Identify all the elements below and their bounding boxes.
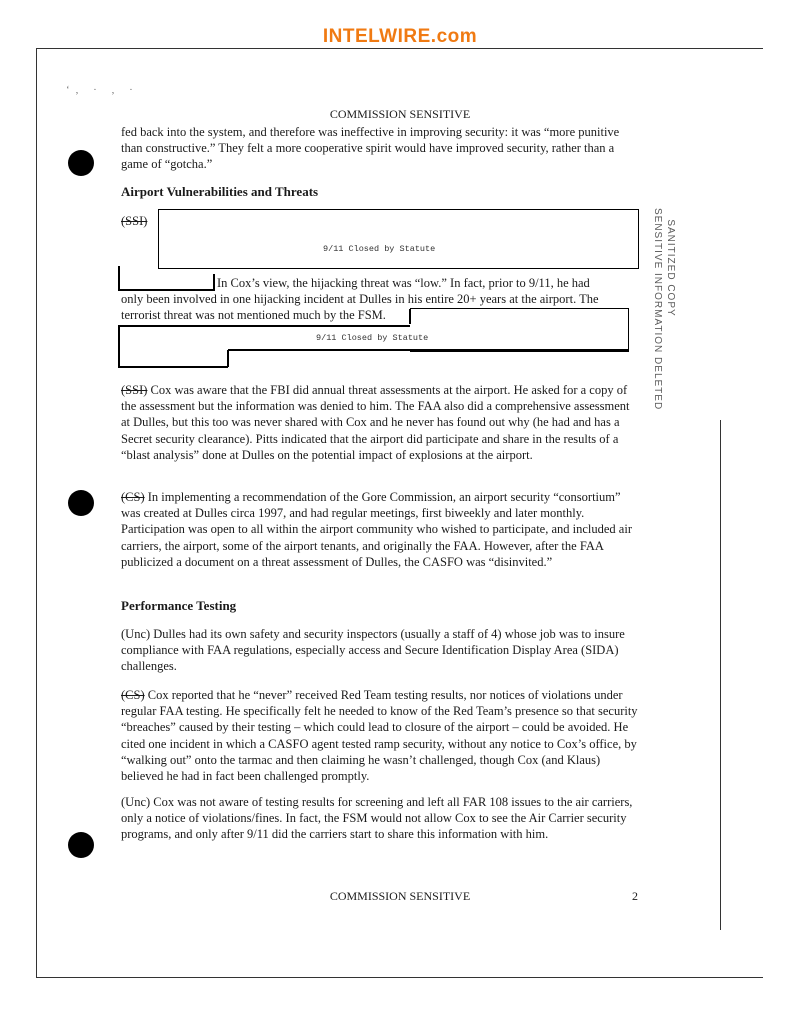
redaction-2-mid-edge: [228, 349, 628, 351]
redaction-2-bottom-edge: [118, 366, 228, 368]
stamp-line-1: SANITIZED COPY: [665, 219, 676, 317]
heading-airport-vulnerabilities: Airport Vulnerabilities and Threats: [121, 184, 319, 199]
right-margin-rule: [720, 420, 721, 930]
red-team-text: Cox reported that he “never” received Red Team testing results, nor notices of violations under regular FAA testing. He specifically felt he needed to know of the Red Team’s presence so that security “breaches” caused by their testing – which could lead to closure of the airport – could be avoided. He cited one incident in which a CASFO agent tested ramp security, without any notice to Cox’s office, by “walking out” onto the tarmac and then claiming he wasn’t challenged, though Cox (and Klaus) believed he had in fact been challenged promptly.: [121, 688, 638, 784]
scan-specks: ‘, · , ·: [66, 84, 139, 96]
redaction-2-top-edge: [118, 325, 410, 327]
redaction-2-left-edge: [118, 325, 120, 367]
punch-hole-middle: [68, 490, 94, 516]
page-footer: COMMISSION SENSITIVE: [329, 889, 471, 903]
far108-text: (Unc) Cox was not aware of testing results for screening and left all FAR 108 issues to the air carriers, only a notice of violations/fines. In fact, the FSM would not allow Cox to see the Air Carrier security programs, and only after 9/11 did the carriers start to share this information with him.: [121, 795, 633, 842]
redaction-box-1: [158, 209, 639, 269]
redaction-box-2: [410, 308, 629, 352]
red-team-marking: (CS): [121, 688, 145, 702]
heading-performance-testing: Performance Testing: [121, 598, 237, 613]
paragraph-fbi: [121, 382, 641, 463]
paragraph-hijack-line1: [217, 275, 647, 291]
sanitized-copy-stamp: [651, 208, 677, 411]
paragraph-gore-commission: [121, 489, 641, 570]
redaction-1-left-edge: [118, 266, 120, 290]
paragraph-intro-text: fed back into the system, and therefore was ineffective in improving security: it was “more punitive than constructive.” They felt a more cooperative spirit would have improved security, rather than a game of “gotcha.”: [121, 125, 620, 172]
page-number: 2: [632, 889, 638, 903]
intelwire-banner: INTELWIRE.com: [322, 26, 478, 47]
paragraph-far108: [121, 794, 641, 843]
paragraph-inspectors: [121, 626, 641, 675]
redaction-2-notch: [227, 350, 229, 367]
gore-text: In implementing a recommendation of the Gore Commission, an airport security “consortium” was created at Dulles circa 1997, and had regular meetings, first biweekly and later monthly. Participation was open to all within the airport community who wished to participate, and included air carriers, the airport, some of the airport tenants, and originally the FAA. However, after the FAA publicized a document on a threat assessment of Dulles, the CASFO was “disinvited.”: [121, 490, 632, 569]
punch-hole-top: [68, 150, 94, 176]
hijack-line-2: only been involved in one hijacking incident at Dulles in his entire 20+ years at the airport. The: [121, 292, 599, 306]
redaction-1-notch: [213, 274, 215, 291]
redaction-label-2: 9/11 Closed by Statute: [316, 333, 429, 343]
inspectors-text: (Unc) Dulles had its own safety and security inspectors (usually a staff of 4) whose job was to insure compliance with FAA regulations, especially access and Secure Identification Display Area (SIDA) challenges.: [121, 627, 625, 674]
fbi-text: Cox was aware that the FBI did annual threat assessments at the airport. He asked for a copy of the assessment but the information was denied to him. The FAA also did a comprehensive assessment at Dulles, but this too was never shared with Cox and he never has found out why (he had and has a Secret security clearance). Pitts indicated that the airport did participate and share in the results of a “blast analysis” done at Dulles on the potential impact of explosions at the airport.: [121, 383, 630, 462]
hijack-line-1: In Cox’s view, the hijacking threat was “low.” In fact, prior to 9/11, he had: [217, 276, 590, 290]
stamp-line-2: SENSITIVE INFORMATION DELETED: [652, 208, 663, 411]
hijack-line-3: terrorist threat was not mentioned much by the FSM.: [121, 308, 386, 323]
redaction-label-1: 9/11 Closed by Statute: [323, 244, 436, 254]
paragraph-red-team: [121, 687, 641, 784]
classification-marking: (SSI): [121, 214, 148, 228]
redaction-2-left-tick: [409, 309, 411, 324]
paragraph-intro: [121, 124, 641, 173]
page-header: COMMISSION SENSITIVE: [329, 107, 471, 121]
fbi-marking: (SSI): [121, 383, 148, 397]
punch-hole-bottom: [68, 832, 94, 858]
gore-marking: (CS): [121, 490, 145, 504]
